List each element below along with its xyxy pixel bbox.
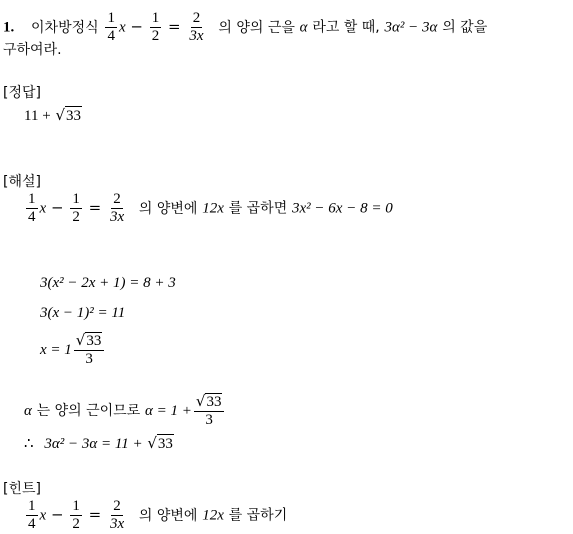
final-result: ∴ 3α² − 3α = 11 + √ 33 [24,434,173,452]
eq-frac-1: $\frac{1}{4}$ [107,10,115,44]
problem-text-mid: 의 양의 근을 [218,19,295,36]
hint-line: $\frac{1}{4}$ x − $\frac{1}{2}$ = $\frac{2}{3x}$ 의 양변에 12x 를 곱하기 [28,498,288,532]
eq-frac-3: $\frac{2}{3x}$ [189,10,204,44]
problem-expr: 3α² − 3α [384,19,438,36]
problem-text-prefix: 이차방정식 [31,19,99,36]
problem-text-tail: 의 값을 [442,19,488,36]
eq-frac-2: $\frac{1}{2}$ [151,10,160,44]
conclusion: α 는 양의 근이므로 α = 1 + √ 33 3 [24,393,226,429]
problem-text-says: 라고 할 때, [312,19,380,36]
therefore-symbol: ∴ [24,434,34,452]
explanation-line-1: $\frac{1}{4}$ x − $\frac{1}{2}$ = $\frac{2}{3x}$ 의 양변에 12x 를 곱하면 3x² − 6x − 8 = 0 [28,191,393,225]
problem-line-2: 구하여라. [3,42,62,58]
hint-label: [힌트] [3,481,41,497]
step2: 3(x − 1)² = 11 [40,305,126,321]
step0: 3x² − 6x − 8 = 0 [292,200,393,217]
answer-value: 11 + √ 33 [24,106,81,124]
step1: 3(x² − 2x + 1) = 8 + 3 [40,275,176,291]
explanation-label: [해설] [3,174,41,190]
problem-line-1: 1. 이차방정식 $\frac{1}{4}$ x − $\frac{1}{2}$ = $\frac{2}{3x}$ 의 양의 근을 α 라고 할 때, 3α² − 3α 의 값을 [3,10,488,44]
sqrt-symbol: √ 33 [55,106,81,124]
root-var: α [299,19,308,36]
problem-number: 1. [3,19,15,36]
step3: x = 1 √ 33 3 [40,332,106,368]
answer-label: [정답] [3,85,41,101]
